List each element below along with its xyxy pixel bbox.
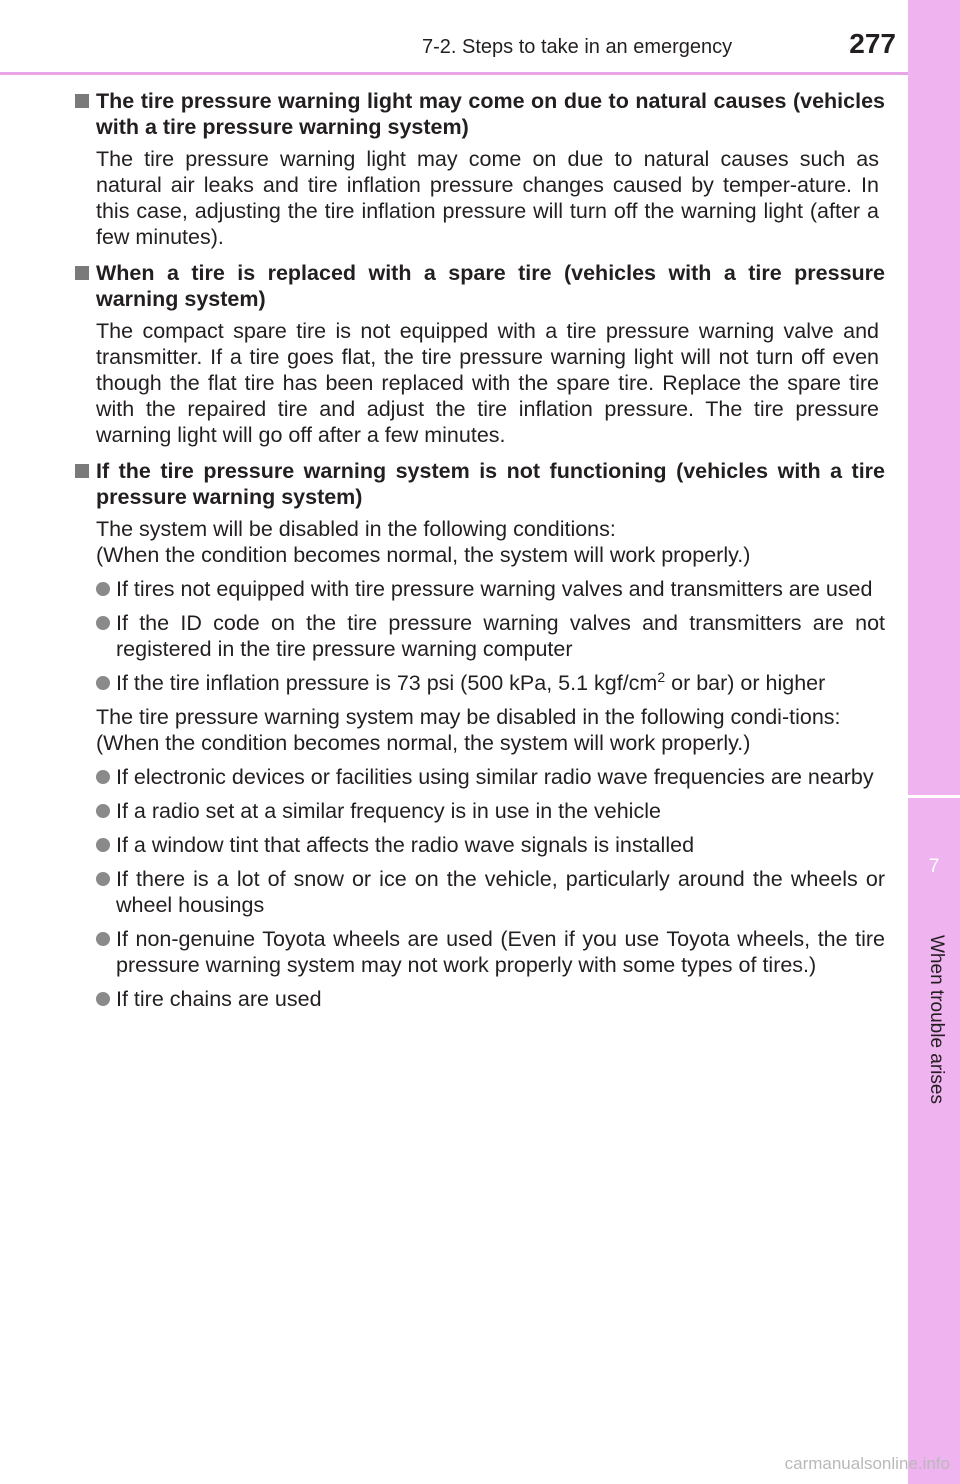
list-item [75, 764, 885, 790]
round-bullet-icon [96, 804, 110, 818]
square-bullet-icon [75, 94, 89, 108]
paragraph [75, 704, 885, 756]
paragraph: The compact spare tire is not equipped with a tire pressure warning valve and transmitter. If a tire goes flat, the tire pressure warning light will not turn off even though the flat tire has been replaced with the spare tire. Replace the spare tire with the repaired tire and adjust the tire inflation pressure. The tire pressure warning light will go off after a few minutes. [96, 319, 879, 447]
list-item [75, 926, 885, 978]
section-heading [75, 458, 885, 510]
list-item-text: If the ID code on the tire pressure warning valves and transmitters are not registered in the tire pressure warning computer [116, 611, 885, 661]
round-bullet-icon [96, 616, 110, 630]
chapter-label: When trouble arises [926, 935, 947, 1104]
list-item [75, 670, 885, 696]
round-bullet-icon [96, 932, 110, 946]
square-bullet-icon [75, 464, 89, 478]
intro-line: The system will be disabled in the following conditions: [96, 517, 616, 541]
header-rule [0, 72, 908, 75]
list-item-text: If tire chains are used [116, 987, 322, 1011]
section-natural-causes [75, 88, 885, 250]
paragraph [75, 516, 885, 568]
list-item-text: If a window tint that affects the radio wave signals is installed [116, 833, 695, 857]
square-bullet-icon [75, 266, 89, 280]
list-item [75, 576, 885, 602]
page-number: 277 [849, 28, 896, 59]
round-bullet-icon [96, 582, 110, 596]
round-bullet-icon [96, 992, 110, 1006]
side-tab-divider [908, 795, 960, 798]
list-item-text: If non-genuine Toyota wheels are used (Even if you use Toyota wheels, the tire pressure warning system may not work properly with some types of tires.) [116, 927, 885, 977]
list-item-text: If electronic devices or facilities using similar radio wave frequencies are nearby [116, 765, 874, 789]
section-heading [75, 260, 885, 312]
chapter-side-tab [908, 0, 960, 1484]
list-item [75, 832, 885, 858]
round-bullet-icon [96, 770, 110, 784]
chapter-number: 7 [928, 856, 940, 877]
round-bullet-icon [96, 838, 110, 852]
list-item-text: If there is a lot of snow or ice on the vehicle, particularly around the wheels or wheel housings [116, 867, 885, 917]
page-content [75, 88, 885, 1022]
list-item [75, 610, 885, 662]
paragraph: The tire pressure warning light may come on due to natural causes such as natural air leaks and tire inflation pressure changes caused by temper-ature. In this case, adjusting the tire inflation pressure will turn off the warning light (after a few minutes). [96, 147, 879, 249]
list-item-text-after: or bar) or higher [665, 671, 826, 695]
section-system-not-functioning [75, 458, 885, 1012]
round-bullet-icon [96, 872, 110, 886]
list-item [75, 986, 885, 1012]
intro-note: (When the condition becomes normal, the system will work properly.) [96, 543, 751, 567]
list-item-text: If tires not equipped with tire pressure warning valves and transmitters are used [116, 577, 873, 601]
list-item-text: If a radio set at a similar frequency is in use in the vehicle [116, 799, 661, 823]
round-bullet-icon [96, 676, 110, 690]
intro-note: (When the condition becomes normal, the system will work properly.) [96, 731, 751, 755]
watermark: carmanualsonline.info [784, 1454, 950, 1473]
list-item-text-before: If the tire inflation pressure is 73 psi (500 kPa, 5.1 kgf/cm [116, 671, 658, 695]
heading-text: When a tire is replaced with a spare tire (vehicles with a tire pressure warning system) [96, 261, 885, 311]
list-item [75, 866, 885, 918]
section-title: 7-2. Steps to take in an emergency [422, 36, 733, 58]
section-heading [75, 88, 885, 140]
superscript: 2 [657, 668, 666, 685]
section-spare-tire [75, 260, 885, 448]
list-item [75, 798, 885, 824]
heading-text: The tire pressure warning light may come on due to natural causes (vehicles with a tire pressure warning system) [96, 89, 885, 139]
heading-text: If the tire pressure warning system is not functioning (vehicles with a tire pressure warning system) [96, 459, 885, 509]
intro-line: The tire pressure warning system may be disabled in the following condi-tions: [96, 705, 841, 729]
